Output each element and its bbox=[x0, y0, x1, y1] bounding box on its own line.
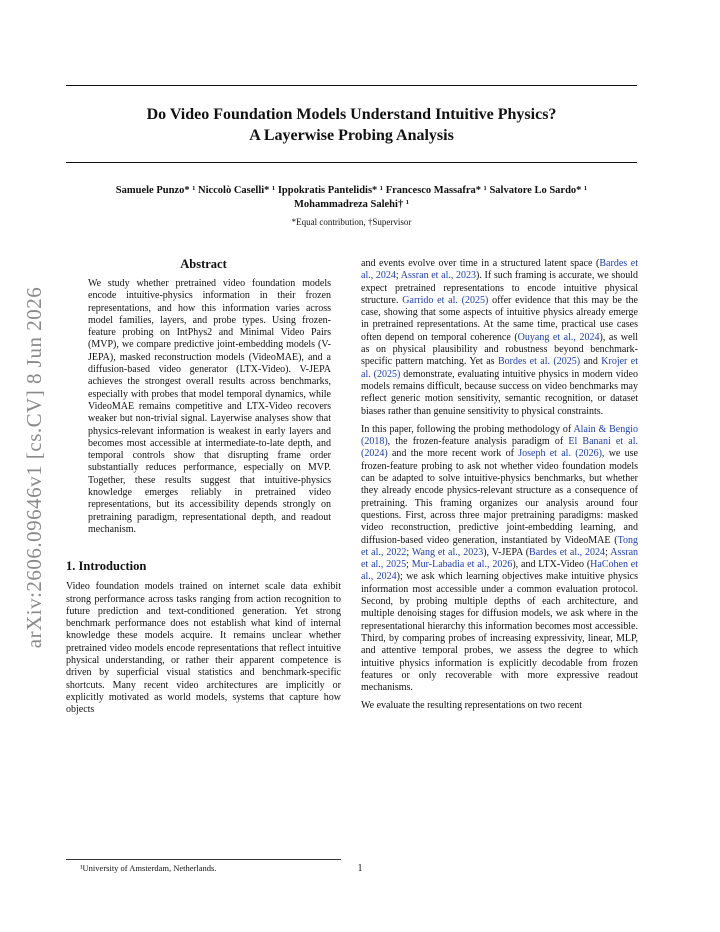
authors-line-1: Samuele Punzo* ¹ Niccolò Caselli* ¹ Ippokratis Pantelidis* ¹ Francesco Massafra* ¹ Salvatore Lo Sardo* ¹ bbox=[115, 185, 588, 196]
citation-link[interactable]: Assran et al., 2025 bbox=[361, 546, 639, 571]
citation-link[interactable]: El Banani et al. (2024) bbox=[361, 436, 638, 460]
introduction-heading: 1. Introduction bbox=[66, 559, 147, 574]
intro-paragraph-4: We evaluate the resulting representations on two recent bbox=[361, 700, 583, 712]
top-rule bbox=[66, 85, 637, 86]
citation-link[interactable]: Garrido et al. (2025) bbox=[402, 294, 489, 306]
footnote-text: ¹University of Amsterdam, Netherlands. bbox=[80, 863, 217, 873]
left-column bbox=[66, 256, 341, 717]
equal-contribution-note: *Equal contribution, †Supervisor bbox=[291, 217, 412, 227]
paper-title bbox=[66, 104, 637, 146]
citation-link[interactable]: Alain & Bengio (2018) bbox=[361, 423, 638, 448]
title-bottom-rule bbox=[66, 162, 637, 163]
introduction-paragraph: Video foundation models trained on internet scale data exhibit strong performance across tasks ranging from action recognition to future prediction and text-conditioned generation. Yet strong benchmark performance does not establish what kind of internal knowledge these models acquire. It remains unclear whether pretrained video models encode representations that reflect intuitive physical understanding, or rather their apparent competence is driven by superficial visual statistics and benchmark-specific shortcuts. Many recent video architectures are implicitly or explicitly motivated as world models, systems that capture how objects bbox=[66, 581, 341, 716]
citation-link[interactable]: Mur-Labadia et al., 2026 bbox=[411, 559, 513, 571]
citation-link[interactable]: Krojer et al. (2025) bbox=[361, 356, 638, 380]
citation-link[interactable]: Wang et al., 2023 bbox=[411, 546, 484, 558]
authors-line-2: Mohammadreza Salehi† ¹ bbox=[294, 199, 409, 210]
citation-link[interactable]: Joseph et al. (2026) bbox=[518, 448, 602, 460]
title-line-1: Do Video Foundation Models Understand Intuitive Physics? bbox=[146, 106, 557, 123]
citation-link[interactable]: Tong et al., 2022 bbox=[361, 534, 638, 558]
citation-link[interactable]: Bardes et al., 2024 bbox=[361, 258, 638, 282]
abstract-text: We study whether pretrained video foundation models encode intuitive-physics information in their frozen representations, and how this information varies across model families, layers, and probe types. Using frozen-feature probing on IntPhys2 and Minimal Video Pairs (MVP), we compare predictive joint-embedding models (V-JEPA), masked reconstruction models (VideoMAE), and a diffusion-based video generator (LTX-Video). V-JEPA achieves the strongest overall results across benchmarks, especially with probes that model temporal dynamics, while VideoMAE remains competitive and LTX-Video recovers weaker but non-trivial signal. Layerwise analyses show that physics-relevant information is weakest in early layers and becomes most accessible at intermediate-to-late depth, and temporal controls show that disrupting frame order substantially reduces performance, especially on MVP. Together, these results suggest that intuitive-physics knowledge emerges reliably in pretrained video representations, but its accessibility depends strongly on pretraining paradigm, representational depth, and readout mechanism. bbox=[88, 278, 331, 535]
right-column bbox=[361, 258, 638, 719]
page-number: 1 bbox=[357, 863, 363, 874]
citation-link[interactable]: HaCohen et al., 2024 bbox=[361, 559, 639, 583]
intro-paragraph-2: and events evolve over time in a structured latent space (Bardes et al., 2024; Assran et al., 2023). If such framing is accurate, we should expect pretrained representations to encode intuitive physical structure. Garrido et al. (2025) offer evidence that this may be the case, showing that some aspects of intuitive physics already emerge in pretrained representations. At the same time, practical use cases often depend on temporal coherence (Ouyang et al., 2024), as well as on physical plausibility and robustness beyond benchmark-specific pattern matching. Yet as Bordes et al. (2025) and Krojer et al. (2025) demonstrate, evaluating intuitive physics in modern video models remains difficult, because success on video benchmarks may reflect generic motion sensitivity, semantic recognition, or dataset biases rather than genuine sensitivity to physical constraints. bbox=[361, 258, 638, 417]
intro-paragraph-3: In this paper, following the probing methodology of Alain & Bengio (2018), the frozen-feature analysis paradigm of El Banani et al. (2024) and the more recent work of Joseph et al. (2026), we use frozen-feature probing to ask not whether video foundation models can be adapted to solve intuitive-physics benchmarks, but whether they already encode physics-relevant structure as a consequence of pretraining. This framing organizes our analysis around four questions. First, across three major pretraining paradigms: masked video reconstruction, predictive joint-embedding learning, and diffusion-based video generation, instantiated by VideoMAE (Tong et al., 2022; Wang et al., 2023), V-JEPA (Bardes et al., 2024; Assran et al., 2025; Mur-Labadia et al., 2026), and LTX-Video (HaCohen et al., 2024); we ask which learning objectives make intuitive physics information most accessible under a common evaluation protocol. Second, by probing multiple depths of each architecture, and multiple denoising stages for diffusion models, we ask where in the representational hierarchy this information becomes most accessible. Third, by comparing probes of increasing expressivity, linear, MLP, and attentive temporal probes, we assess the degree to which intuitive physics information is explicitly decodable from frozen features or only recoverable with more expressive readout mechanisms. bbox=[361, 423, 639, 694]
citation-link[interactable]: Assran et al., 2023 bbox=[400, 270, 477, 282]
abstract-heading: Abstract bbox=[180, 257, 227, 271]
author-block bbox=[66, 184, 637, 229]
arxiv-identifier-text: arXiv:2606.09646v1 [cs.CV] 8 Jun 2026 bbox=[22, 286, 47, 648]
citation-link[interactable]: Ouyang et al., 2024 bbox=[517, 331, 600, 343]
title-line-2: A Layerwise Probing Analysis bbox=[249, 127, 454, 144]
abstract-body bbox=[88, 278, 331, 536]
citation-link[interactable]: Bordes et al. (2025) bbox=[497, 356, 581, 368]
citation-link[interactable]: Bardes et al., 2024 bbox=[529, 546, 606, 558]
arxiv-identifier bbox=[16, 268, 54, 666]
